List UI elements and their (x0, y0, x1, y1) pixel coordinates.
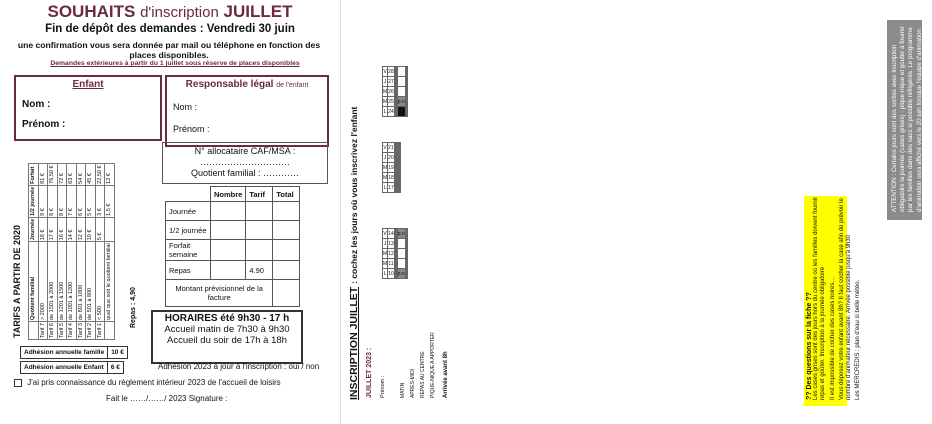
schedule-day-row (383, 173, 401, 183)
calc-cell: Nombre (211, 187, 246, 202)
schedule-week (382, 228, 408, 279)
schedule-cell[interactable] (397, 259, 405, 269)
schedule-cell[interactable] (406, 67, 407, 77)
tarifs-cell: 6 € (76, 185, 86, 217)
schedule-day-row (383, 229, 408, 239)
schedule-day-row (383, 97, 408, 107)
schedule-cell[interactable] (406, 97, 407, 107)
schedule-day-row (383, 153, 401, 163)
tarifs-cell: Quotient familial (29, 242, 39, 322)
tarifs-cell: 3 € (95, 185, 105, 217)
tarifs-cell: 8 € (57, 185, 67, 217)
responsable-title-text: Responsable légal (185, 79, 274, 90)
tarifs-cell: 10 € (86, 217, 96, 241)
questions-p2: Il est impossible de cocher des cases noires… (829, 276, 836, 400)
tarifs-table (28, 163, 115, 340)
enfant-prenom-label: Prénom : (22, 119, 66, 130)
day-letter: L (383, 270, 387, 277)
schedule-cell[interactable] (406, 239, 407, 249)
schedule-cell[interactable] (406, 87, 407, 97)
tarifs-cell: Tarif 6 (49, 323, 56, 338)
day-letter: J (383, 78, 387, 85)
tarifs-cell: 5 € (86, 185, 96, 217)
adhesion-famille (20, 346, 128, 359)
schedule-wrap (366, 302, 449, 398)
tarifs-cell (105, 322, 115, 340)
tarifs-cell: 22,50 € (96, 165, 103, 184)
caf-box (162, 142, 328, 184)
schedule-cell[interactable]: p.n (397, 270, 405, 277)
schedule-cell[interactable] (406, 77, 407, 87)
title-mid: d'inscription (140, 4, 219, 21)
enfant-title: Enfant (72, 79, 104, 90)
calc-cell[interactable] (246, 202, 273, 221)
schedule-day-row (383, 77, 408, 87)
calc-label: Repas (166, 261, 211, 280)
calc-label (166, 187, 211, 202)
day-date: 28 (388, 68, 394, 75)
schedule-cell[interactable] (399, 173, 400, 183)
tarifs-cell: < 500 (95, 242, 105, 322)
day-date: 13 (388, 240, 394, 247)
enfant-box (14, 75, 162, 141)
day-date: 24 (388, 108, 394, 115)
tarifs-cell: de 501 à 800 (86, 242, 96, 322)
schedule-row-label: REPAS AU CENTRE (420, 351, 426, 398)
schedule-row-label: PIQUE-NIQUE A APPORTER (430, 332, 436, 398)
schedule-cell (397, 107, 405, 117)
schedule-prenom: Prénom : (380, 375, 386, 398)
inscription-sheet (342, 0, 931, 424)
adhesion-famille-price: 10 € (108, 347, 128, 359)
day-letter: M (383, 98, 388, 105)
title-main: SOUHAITS (47, 2, 136, 21)
day-date: 21 (388, 144, 394, 151)
schedule-cell[interactable] (406, 269, 407, 279)
accueil-soir: Accueil du soir de 17h à 18h (167, 335, 287, 346)
tarifs-row (29, 164, 39, 340)
tarifs-cell: 14 € (67, 217, 77, 241)
day-letter: L (383, 184, 387, 191)
accueil-matin: Accueil matin de 7h30 à 9h30 (164, 324, 290, 335)
tarifs-row (38, 164, 48, 340)
horaires-title: HORAIRES été 9h30 - 17 h (164, 313, 290, 324)
tarifs-row (48, 164, 58, 340)
tarifs-cell: 63 € (67, 164, 77, 185)
title-end: JUILLET (223, 2, 293, 21)
day-letter: M (383, 250, 388, 257)
responsable-box (165, 75, 329, 147)
day-letter: J (383, 240, 387, 247)
responsable-prenom-label: Prénom : (173, 124, 210, 134)
tarifs-cell: 76,50 € (49, 165, 56, 184)
attention-text: ATTENTION : Certains jours sont des sorties avec inscription obligatoire la journée (cases grises) : pique-nique et gouter à fournir par les familles dans des sacs si possible réfrigérés. Le programme d'animation sera affiché vers le 20 juin lorsque l'équipe d'animation aura constitué son programme. (891, 26, 931, 212)
calc-montant-label: Montant prévisionnel de la facture (166, 280, 273, 307)
tarifs-cell: 12 € (105, 164, 115, 185)
tarifs-cell: 8 € (48, 185, 58, 217)
tarifs-cell: > 2000 (38, 242, 48, 322)
tarifs-cell: Tarif 1 (96, 323, 103, 338)
day-date: 27 (388, 78, 394, 85)
tarifs-row (86, 164, 96, 340)
day-date: 20 (388, 154, 394, 161)
reglement-checkbox[interactable] (14, 379, 22, 387)
calc-cell[interactable] (273, 240, 300, 261)
schedule-cell[interactable] (406, 107, 407, 117)
tarifs-title: TARIFS A PARTIR DE 2020 (12, 224, 22, 338)
calc-cell[interactable] (273, 202, 300, 221)
tarifs-cell: 9 € (38, 185, 48, 217)
tarifs-row (76, 164, 86, 340)
day-letter: M (383, 260, 388, 267)
adhesion-enfant-label: Adhésion annuelle Enfant (21, 362, 108, 374)
tarifs-cell (29, 322, 39, 340)
calc-cell[interactable] (273, 221, 300, 240)
tarifs-table-wrap (28, 163, 115, 340)
schedule-week (382, 142, 401, 193)
day-letter: V (383, 144, 387, 151)
schedule-labels (366, 302, 449, 398)
calc-label: Journée (166, 202, 211, 221)
questions-title: ?? Des questions sur la fiche ?? (806, 292, 813, 400)
schedule-day-row (383, 87, 408, 97)
tarifs-cell: 12 € (76, 217, 86, 241)
adhesion-enfant (20, 361, 124, 374)
tarifs-row (57, 164, 67, 340)
schedule-cell[interactable] (399, 143, 400, 153)
quotient-dots: ………… (263, 168, 300, 178)
schedule-cell[interactable]: p.n (397, 230, 405, 237)
schedule-cell[interactable] (406, 259, 407, 269)
caf-dots: ………………………… (200, 157, 290, 167)
schedule-cell[interactable] (397, 77, 405, 87)
calc-row (166, 202, 300, 221)
page-divider (340, 0, 341, 424)
tarifs-row (95, 164, 105, 340)
calc-cell[interactable] (211, 221, 246, 240)
schedule-week-table (382, 228, 408, 279)
day-letter: M (383, 174, 388, 181)
calc-montant-value[interactable] (273, 280, 300, 307)
day-date: 10 (388, 270, 394, 277)
schedule-day-row (383, 67, 408, 77)
calc-cell[interactable] (246, 221, 273, 240)
tarifs-cell: Tarif 4 (68, 323, 75, 338)
day-date: 12 (388, 250, 394, 257)
questions-p1: Les cases grises sont des jours hors du centre où les familles doivent fournir repas et goûter. Inscription à la journée obligatoire (813, 196, 827, 400)
responsable-title (167, 79, 327, 90)
schedule-week-table (382, 66, 408, 117)
quotient-label (163, 168, 327, 178)
schedule-day-row (383, 183, 401, 193)
schedule-cell[interactable] (397, 87, 405, 97)
calc-cell[interactable] (246, 240, 273, 261)
schedule-year: JUILLET 2023 : (366, 347, 373, 398)
tarifs-cell: Tarif 7 (39, 323, 46, 338)
schedule-week (382, 66, 408, 117)
tarifs-cell: 16 € (57, 217, 67, 241)
deadline: Fin de dépôt des demandes : Vendredi 30 juin (45, 23, 295, 35)
signature-line: Fait le ……/……/ 2023 Signature : (106, 394, 228, 403)
reglement-text: J'ai pris connaissance du règlement intérieur 2023 de l'accueil de loisirs (27, 378, 281, 387)
arrivee-label: Arrivée avant 8h (443, 351, 449, 398)
schedule-row-label: APRES-MIDI (410, 368, 416, 398)
tarifs-row (67, 164, 77, 340)
tarifs-cell (105, 217, 115, 241)
calc-row (166, 261, 300, 280)
day-date: 18 (388, 174, 394, 181)
tarifs-cell: 45 € (86, 164, 96, 185)
adhesion-enfant-price: 6 € (107, 362, 123, 374)
inscription-subtitle: : cochez les jours où vous inscrivez l'enfant (349, 106, 359, 284)
schedule-cell[interactable] (406, 249, 407, 259)
calc-table (165, 186, 300, 307)
schedule-day-row (383, 249, 408, 259)
questions-p3: Vous déposez votre enfant avant 8h? Il faut cocher la case afin de prévoir le nombre d'animateur nécessaire. Arrivée possible jusqu'à 9h30 (838, 198, 853, 400)
tarifs-cell: Journée (30, 218, 37, 241)
day-date: 17 (388, 184, 394, 191)
adhesion-famille-label: Adhésion annuelle famille (21, 347, 108, 359)
caf-label: N° allocataire CAF/MSA : (194, 146, 296, 156)
external-note: Demandes extérieures à partir du 1 juillet sous réserve de places disponibles (50, 60, 300, 67)
tarifs-cell: de 1501 à 2000 (48, 242, 58, 322)
tarifs-cell: Tarif 2 (87, 323, 94, 338)
repas-price: Repas : 4,90 (130, 287, 137, 328)
tarifs-cell: 72 € (57, 164, 67, 185)
inscription-title-text: INSCRIPTION JUILLET (348, 286, 360, 400)
calc-row (166, 240, 300, 261)
tarifs-cell: de 1201 à 1500 (57, 242, 67, 322)
schedule (366, 302, 449, 398)
schedule-day-row (383, 259, 408, 269)
calc-row (166, 187, 300, 202)
schedule-cell[interactable] (399, 163, 400, 173)
tarifs-cell: de 1001 à 1200 (67, 242, 77, 322)
calc-cell[interactable] (211, 240, 246, 261)
horaires-box (151, 310, 303, 364)
responsable-title-suffix: de l'enfant (276, 82, 309, 89)
row-labels (400, 302, 440, 398)
day-letter: M (383, 88, 388, 95)
inscription-title (348, 0, 360, 400)
schedule-day-row (383, 107, 408, 117)
tarifs-row (105, 164, 115, 340)
tarifs-cell: 1,5 € (105, 185, 115, 217)
quotient-text: Quotient familial : (190, 168, 261, 178)
tarifs-cell: Tarif 5 (58, 323, 65, 338)
schedule-cell[interactable] (399, 183, 400, 193)
schedule-day-row (383, 143, 401, 153)
questions-text (806, 195, 862, 400)
calc-row (166, 221, 300, 240)
tarifs-cell: Forfait (29, 164, 39, 185)
calc-montant-row (166, 280, 300, 307)
calc-cell[interactable] (273, 261, 300, 280)
tarifs-cell: 5 € (95, 217, 105, 241)
enfant-nom-label: Nom : (22, 99, 51, 110)
tarifs-cell: quel que soit le quotient familial (106, 243, 113, 321)
adhesion-a-jour: Adhésion 2023 à jour à l'inscription : oui / non (158, 362, 320, 371)
page-title (20, 2, 320, 22)
confirmation-note: une confirmation vous sera donnée par mail ou téléphone en fonction des places disponibles. (17, 40, 321, 60)
day-date: 19 (388, 164, 394, 171)
tarifs-cell: 17 € (48, 217, 58, 241)
schedule-cell[interactable]: p.n (397, 98, 405, 105)
schedule-cell[interactable] (397, 239, 405, 249)
day-letter: J (383, 154, 387, 161)
tarifs-cell: 54 € (76, 164, 86, 185)
schedule-day-row (383, 163, 401, 173)
tarifs-cell: 7 € (67, 185, 77, 217)
calc-label: 1/2 journée (166, 221, 211, 240)
tarifs-block (12, 148, 162, 342)
schedule-day-row (383, 239, 408, 249)
day-date: 11 (388, 260, 394, 267)
day-date: 25 (388, 98, 394, 105)
schedule-cell[interactable] (397, 67, 405, 77)
calc-cell: Tarif (246, 187, 273, 202)
day-date: 26 (388, 88, 394, 95)
tarifs-cell: 1/2 journée (30, 186, 37, 216)
responsable-nom-label: Nom : (173, 102, 198, 112)
calc-block (165, 186, 300, 307)
day-letter: M (383, 164, 388, 171)
tarifs-cell: 18 € (38, 217, 48, 241)
calc-cell[interactable] (211, 202, 246, 221)
schedule-cell[interactable] (399, 153, 400, 163)
calc-cell: Total (273, 187, 300, 202)
schedule-week-table (382, 142, 401, 193)
schedule-row-label: MATIN (400, 382, 406, 398)
tarifs-cell: Tarif 3 (77, 323, 84, 338)
schedule-cell[interactable] (406, 229, 407, 239)
schedule-day-row (383, 269, 408, 279)
calc-cell[interactable] (211, 261, 246, 280)
day-letter: V (383, 230, 387, 237)
tarifs-cell: de 801 à 1000 (76, 242, 86, 322)
schedule-cell[interactable] (397, 249, 405, 259)
tarifs-cell: 81 € (38, 164, 48, 185)
calc-cell[interactable]: 4.90 (246, 261, 273, 280)
reglement-line (14, 378, 281, 387)
day-letter: V (383, 68, 387, 75)
day-letter: L (383, 108, 387, 115)
day-date: 14 (388, 230, 394, 237)
calc-label: Forfait semaine (166, 240, 211, 261)
questions-p4: Les MERCREDIS : plan d'eau si belle météo. (855, 279, 862, 400)
